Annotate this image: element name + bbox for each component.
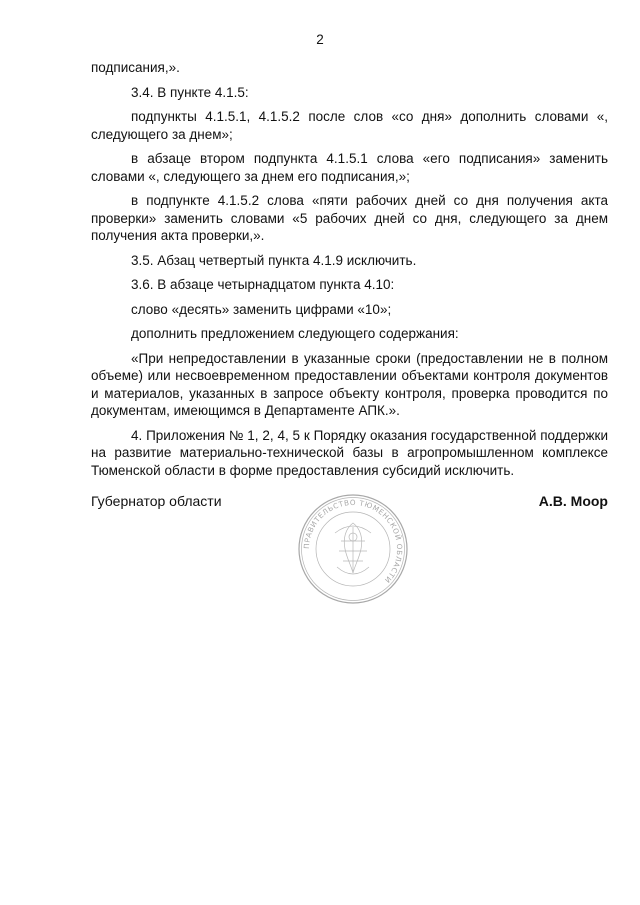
paragraph-3-4: 3.4. В пункте 4.1.5:	[131, 84, 249, 100]
paragraph-3-5: 3.5. Абзац четвертый пункта 4.1.9 исключить.	[131, 252, 417, 268]
document-body	[91, 59, 608, 486]
paragraph-subitems-addition: подпункты 4.1.5.1, 4.1.5.2 после слов «со дня» дополнить словами «, следующего за днем»;	[91, 109, 608, 142]
paragraph-4-appendices: 4. Приложения № 1, 2, 4, 5 к Порядку оказания государственной поддержки на развитие материально-технической базы в агропромышленном комплексе Тюменской области в форме предоставления субсидий исключить.	[91, 427, 608, 478]
page-number: 2	[316, 32, 324, 47]
seal-emblem	[335, 523, 371, 574]
paragraph-4-1-5-2-change: в подпункте 4.1.5.2 слова «пяти рабочих дней со дня получения акта проверки» заменить словами «5 рабочих дней со дня, следующего за днем получения акта проверки,».	[91, 193, 608, 243]
signatory-name: А.В. Моор	[538, 493, 608, 509]
paragraph-continuation: подписания,».	[91, 60, 180, 75]
paragraph-quoted-sentence: «При непредоставлении в указанные сроки (предоставлении не в полном объеме) или несвоевременном предоставлении объектами контроля документов и материалов, указанных в запросе объекту контроля, проверка проводится по документам, имеющимся в Департаменте АПК.».	[91, 350, 608, 418]
signatory-title: Губернатор области	[91, 493, 222, 509]
paragraph-word-replacement: слово «десять» заменить цифрами «10»;	[131, 301, 392, 317]
paragraph-add-sentence: дополнить предложением следующего содержания:	[131, 326, 459, 341]
seal-text: ПРАВИТЕЛЬСТВО ТЮМЕНСКОЙ ОБЛАСТИ	[301, 497, 405, 586]
official-seal	[297, 493, 409, 605]
paragraph-4-1-5-1-change: в абзаце втором подпункта 4.1.5.1 слова «его подписания» заменить словами «, следующего за днем его подписания,»;	[91, 151, 608, 184]
paragraph-3-6: 3.6. В абзаце четырнадцатом пункта 4.10:	[131, 277, 395, 292]
